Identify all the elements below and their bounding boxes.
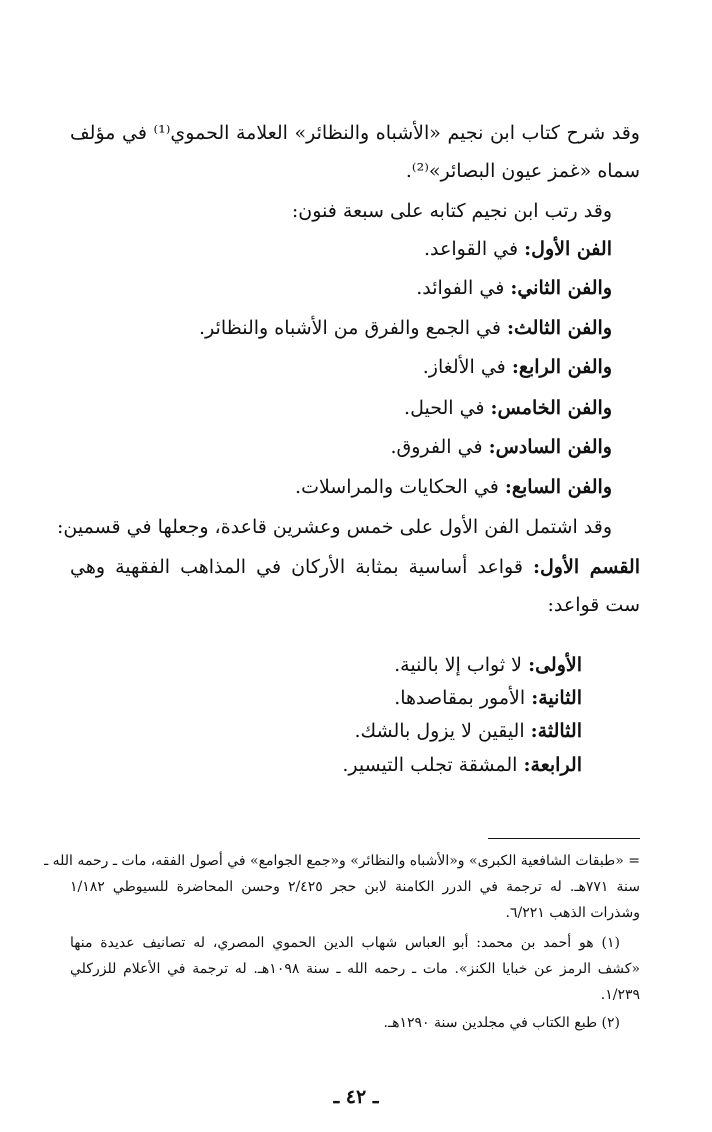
art-label: والفن الخامس:: [490, 397, 612, 419]
art-item: [70, 313, 612, 343]
paragraph-line: وقد رتب ابن نجيم كتابه على سبعة فنون:: [291, 200, 612, 222]
section-line: [70, 552, 640, 582]
footnote-line: (٢) طبع الكتاب في مجلدين سنة ١٢٩٠هـ.: [383, 1015, 620, 1031]
section-text: قواعد أساسية بمثابة الأركان في المذاهب الفقهية وهي: [70, 556, 533, 578]
rule-text: اليقين لا يزول بالشك.: [354, 720, 531, 742]
footnote-line: وشذرات الذهب ٦/٢٢١.: [505, 905, 640, 921]
paragraph-line: وقد شرح كتاب ابن نجيم «الأشباه والنظائر» العلامة الحموي⁽¹⁾ في مؤلف: [70, 122, 640, 144]
rule-item: [70, 716, 582, 746]
paragraph-line: سماه «غمز عيون البصائر»⁽²⁾.: [405, 160, 640, 182]
art-item: [70, 393, 612, 423]
art-label: والفن الرابع:: [511, 356, 612, 378]
paragraph-line: ست قواعد:: [547, 594, 640, 616]
art-label: والفن السادس:: [488, 436, 612, 458]
art-text: في الألغاز.: [422, 356, 512, 378]
section-label: القسم الأول:: [532, 556, 640, 578]
rule-item: [70, 750, 582, 780]
footnote-line: ١/٢٣٩.: [600, 987, 640, 1003]
art-label: والفن الثالث:: [507, 317, 612, 339]
footnote-separator: [488, 838, 640, 839]
footnote-line: سنة ٧٧١هـ. له ترجمة في الدرر الكامنة لابن حجر ٢/٤٢٥ وحسن المحاضرة للسيوطي ١/١٨٢: [70, 879, 641, 895]
rule-item: [70, 683, 582, 713]
footnote-line: «كشف الرمز عن خبايا الكنز». مات ـ رحمه الله ـ سنة ١٠٩٨هـ. له ترجمة في الأعلام للزركلي: [70, 961, 641, 977]
art-text: في الفروق.: [390, 436, 489, 458]
art-item: [70, 352, 612, 382]
art-text: في الفوائد.: [416, 277, 511, 299]
rule-item: [70, 650, 582, 680]
art-label: والفن السابع:: [504, 476, 612, 498]
art-item: [70, 234, 612, 264]
art-item: [70, 273, 612, 303]
rule-label: الثانية:: [531, 687, 582, 709]
page-number: ـ ٤٢ ـ: [333, 1086, 379, 1108]
rule-label: الأولى:: [528, 654, 582, 676]
art-text: في الجمع والفرق من الأشباه والنظائر.: [199, 317, 508, 339]
rule-text: الأمور بمقاصدها.: [394, 687, 532, 709]
art-label: الفن الأول:: [524, 238, 612, 260]
rule-text: لا ثواب إلا بالنية.: [394, 654, 529, 676]
art-text: في الحيل.: [404, 397, 491, 419]
art-text: في القواعد.: [424, 238, 525, 260]
footnote-line: (١) هو أحمد بن محمد: أبو العباس شهاب الدين الحموي المصري، له تصانيف عديدة منها: [70, 935, 620, 951]
rule-label: الثالثة:: [530, 720, 582, 742]
art-item: [70, 432, 612, 462]
rule-label: الرابعة:: [523, 754, 582, 776]
art-item: [70, 472, 612, 502]
art-text: في الحكايات والمراسلات.: [295, 476, 505, 498]
footnote-line: = «طبقات الشافعية الكبرى» و«الأشباه والنظائر» و«جمع الجوامع» في أصول الفقه، مات ـ رحمه الله ـ: [44, 853, 640, 869]
art-label: والفن الثاني:: [510, 277, 612, 299]
rule-text: المشقة تجلب التيسير.: [342, 754, 524, 776]
paragraph-line: وقد اشتمل الفن الأول على خمس وعشرين قاعدة، وجعلها في قسمين:: [56, 516, 612, 538]
